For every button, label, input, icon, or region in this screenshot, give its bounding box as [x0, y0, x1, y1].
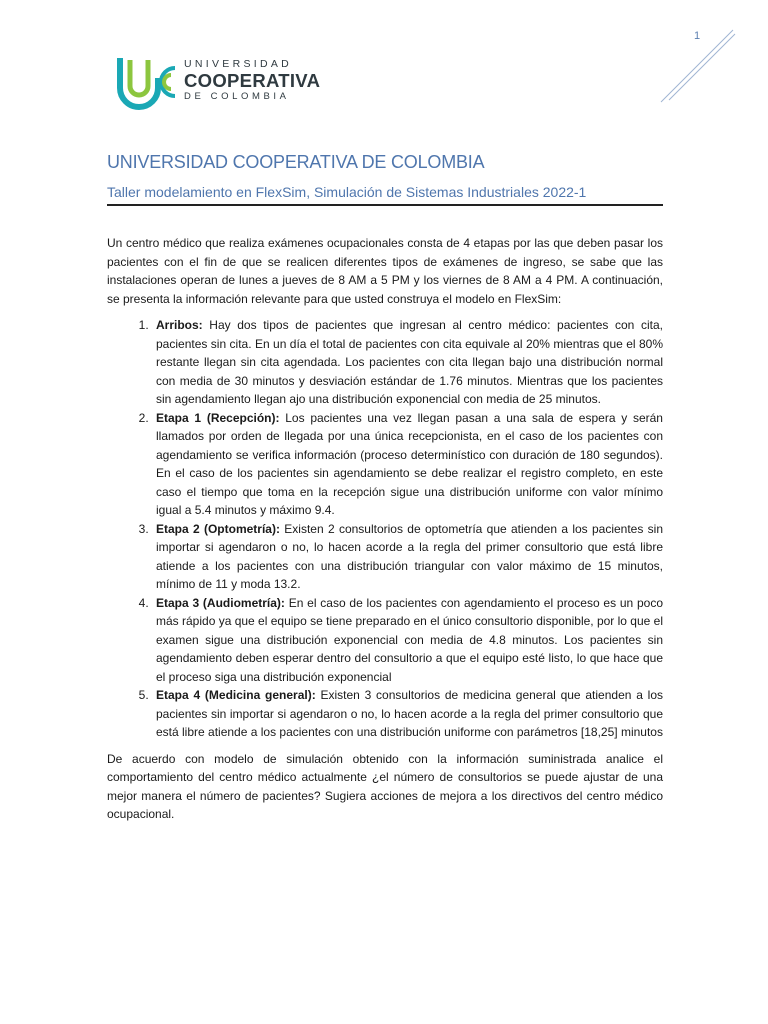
logo-line-university: UNIVERSIDAD — [184, 58, 293, 70]
stage-name: Arribos: — [156, 318, 203, 332]
stage-text: Los pacientes una vez llegan pasan a una sala de espera y serán llamados por orden de llegada por una única recepcionista, en el caso de los pacientes con agendamiento se verifica información (proceso determinístico con duración de 180 segundos). En el caso de los pacientes sin agendamiento se debe realizar el registro completo, en este caso el tiempo que toma en la recepción sigue una distribución uniforme con valor mínimo igual a 5.4 minutos y máximo 9.4. — [156, 410, 663, 517]
list-item — [152, 316, 663, 409]
stages-list — [107, 316, 663, 742]
intro-paragraph: Un centro médico que realiza exámenes ocupacionales consta de 4 etapas por las que deben pasar los pacientes con el fin de que se realicen diferentes tipos de exámenes de ingreso, se sabe que las instalaciones operan de lunes a jueves de 8 AM a 5 PM y los viernes de 8 AM a 4 PM. A continuación, se presenta la información relevante para que usted construya el modelo en FlexSim: — [107, 236, 663, 306]
university-logo-wordmark — [184, 58, 320, 103]
university-logo-icon — [117, 56, 183, 110]
page-number: 1 — [694, 30, 701, 42]
stage-text: Existen 2 consultorios de optometría que atienden a los pacientes sin importar si agendaron o no, lo hacen acorde a la regla del primer consultorio que está libre atiende a los pacientes con una distribución triangular con valor máximo de 15 minutos, mínimo de 11 y moda 13.2. — [156, 521, 664, 591]
stage-text: En el caso de los pacientes con agendamiento el proceso es un poco más rápido ya que el equipo se tiene preparado en el único consultorio disponible, por lo que el examen sigue una distribución exponencial con media de 4.8 minutos. Los pacientes sin agendamiento deben esperar dentro del consultorio a que el equipo esté listo, lo que hace que el proceso siga una distribución exponencial — [156, 595, 664, 684]
list-item — [152, 686, 663, 742]
stage-name: Etapa 2 (Optometría): — [156, 521, 280, 536]
list-item — [152, 594, 663, 687]
document-title: UNIVERSIDAD COOPERATIVA DE COLOMBIA — [107, 152, 485, 172]
list-item — [152, 520, 663, 594]
document-subtitle: Taller modelamiento en FlexSim, Simulación de Sistemas Industriales 2022-1 — [107, 184, 587, 200]
stage-name: Etapa 3 (Audiometría): — [156, 595, 285, 610]
logo-line-cooperativa: COOPERATIVA — [184, 70, 321, 91]
title-divider — [107, 204, 663, 206]
logo-line-colombia: DE COLOMBIA — [184, 91, 290, 102]
document-body — [107, 234, 663, 824]
corner-decoration — [655, 26, 737, 106]
stage-name: Etapa 4 (Medicina general): — [156, 688, 316, 702]
stage-name: Etapa 1 (Recepción): — [156, 410, 280, 425]
list-item — [152, 409, 663, 520]
closing-paragraph: De acuerdo con modelo de simulación obtenido con la información suministrada analice el comportamiento del centro médico actualmente ¿el número de consultorios se puede ajustar de una mejor manera el número de pacientes? Sugiera acciones de mejora a los directivos del centro médico ocupacional. — [107, 751, 663, 821]
stage-text: Existen 3 consultorios de medicina general que atienden a los pacientes sin importar si agendaron o no, lo hacen acorde a la regla del primer consultorio que está libre atiende a los pacientes con una distribución uniforme con parámetros [18,25] minutos — [156, 688, 663, 739]
stage-text: Hay dos tipos de pacientes que ingresan al centro médico: pacientes con cita, pacientes sin cita. En un día el total de pacientes con cita equivale al 20% mientras que el 80% restante llegan sin cita agendada. Los pacientes con cita llegan bajo una distribución normal con media de 30 minutos y desviación estándar de 1.76 minutos. Mientras que los pacientes sin agendamiento llegan ajo una distribución exponencial con media de 25 minutos. — [156, 318, 663, 406]
